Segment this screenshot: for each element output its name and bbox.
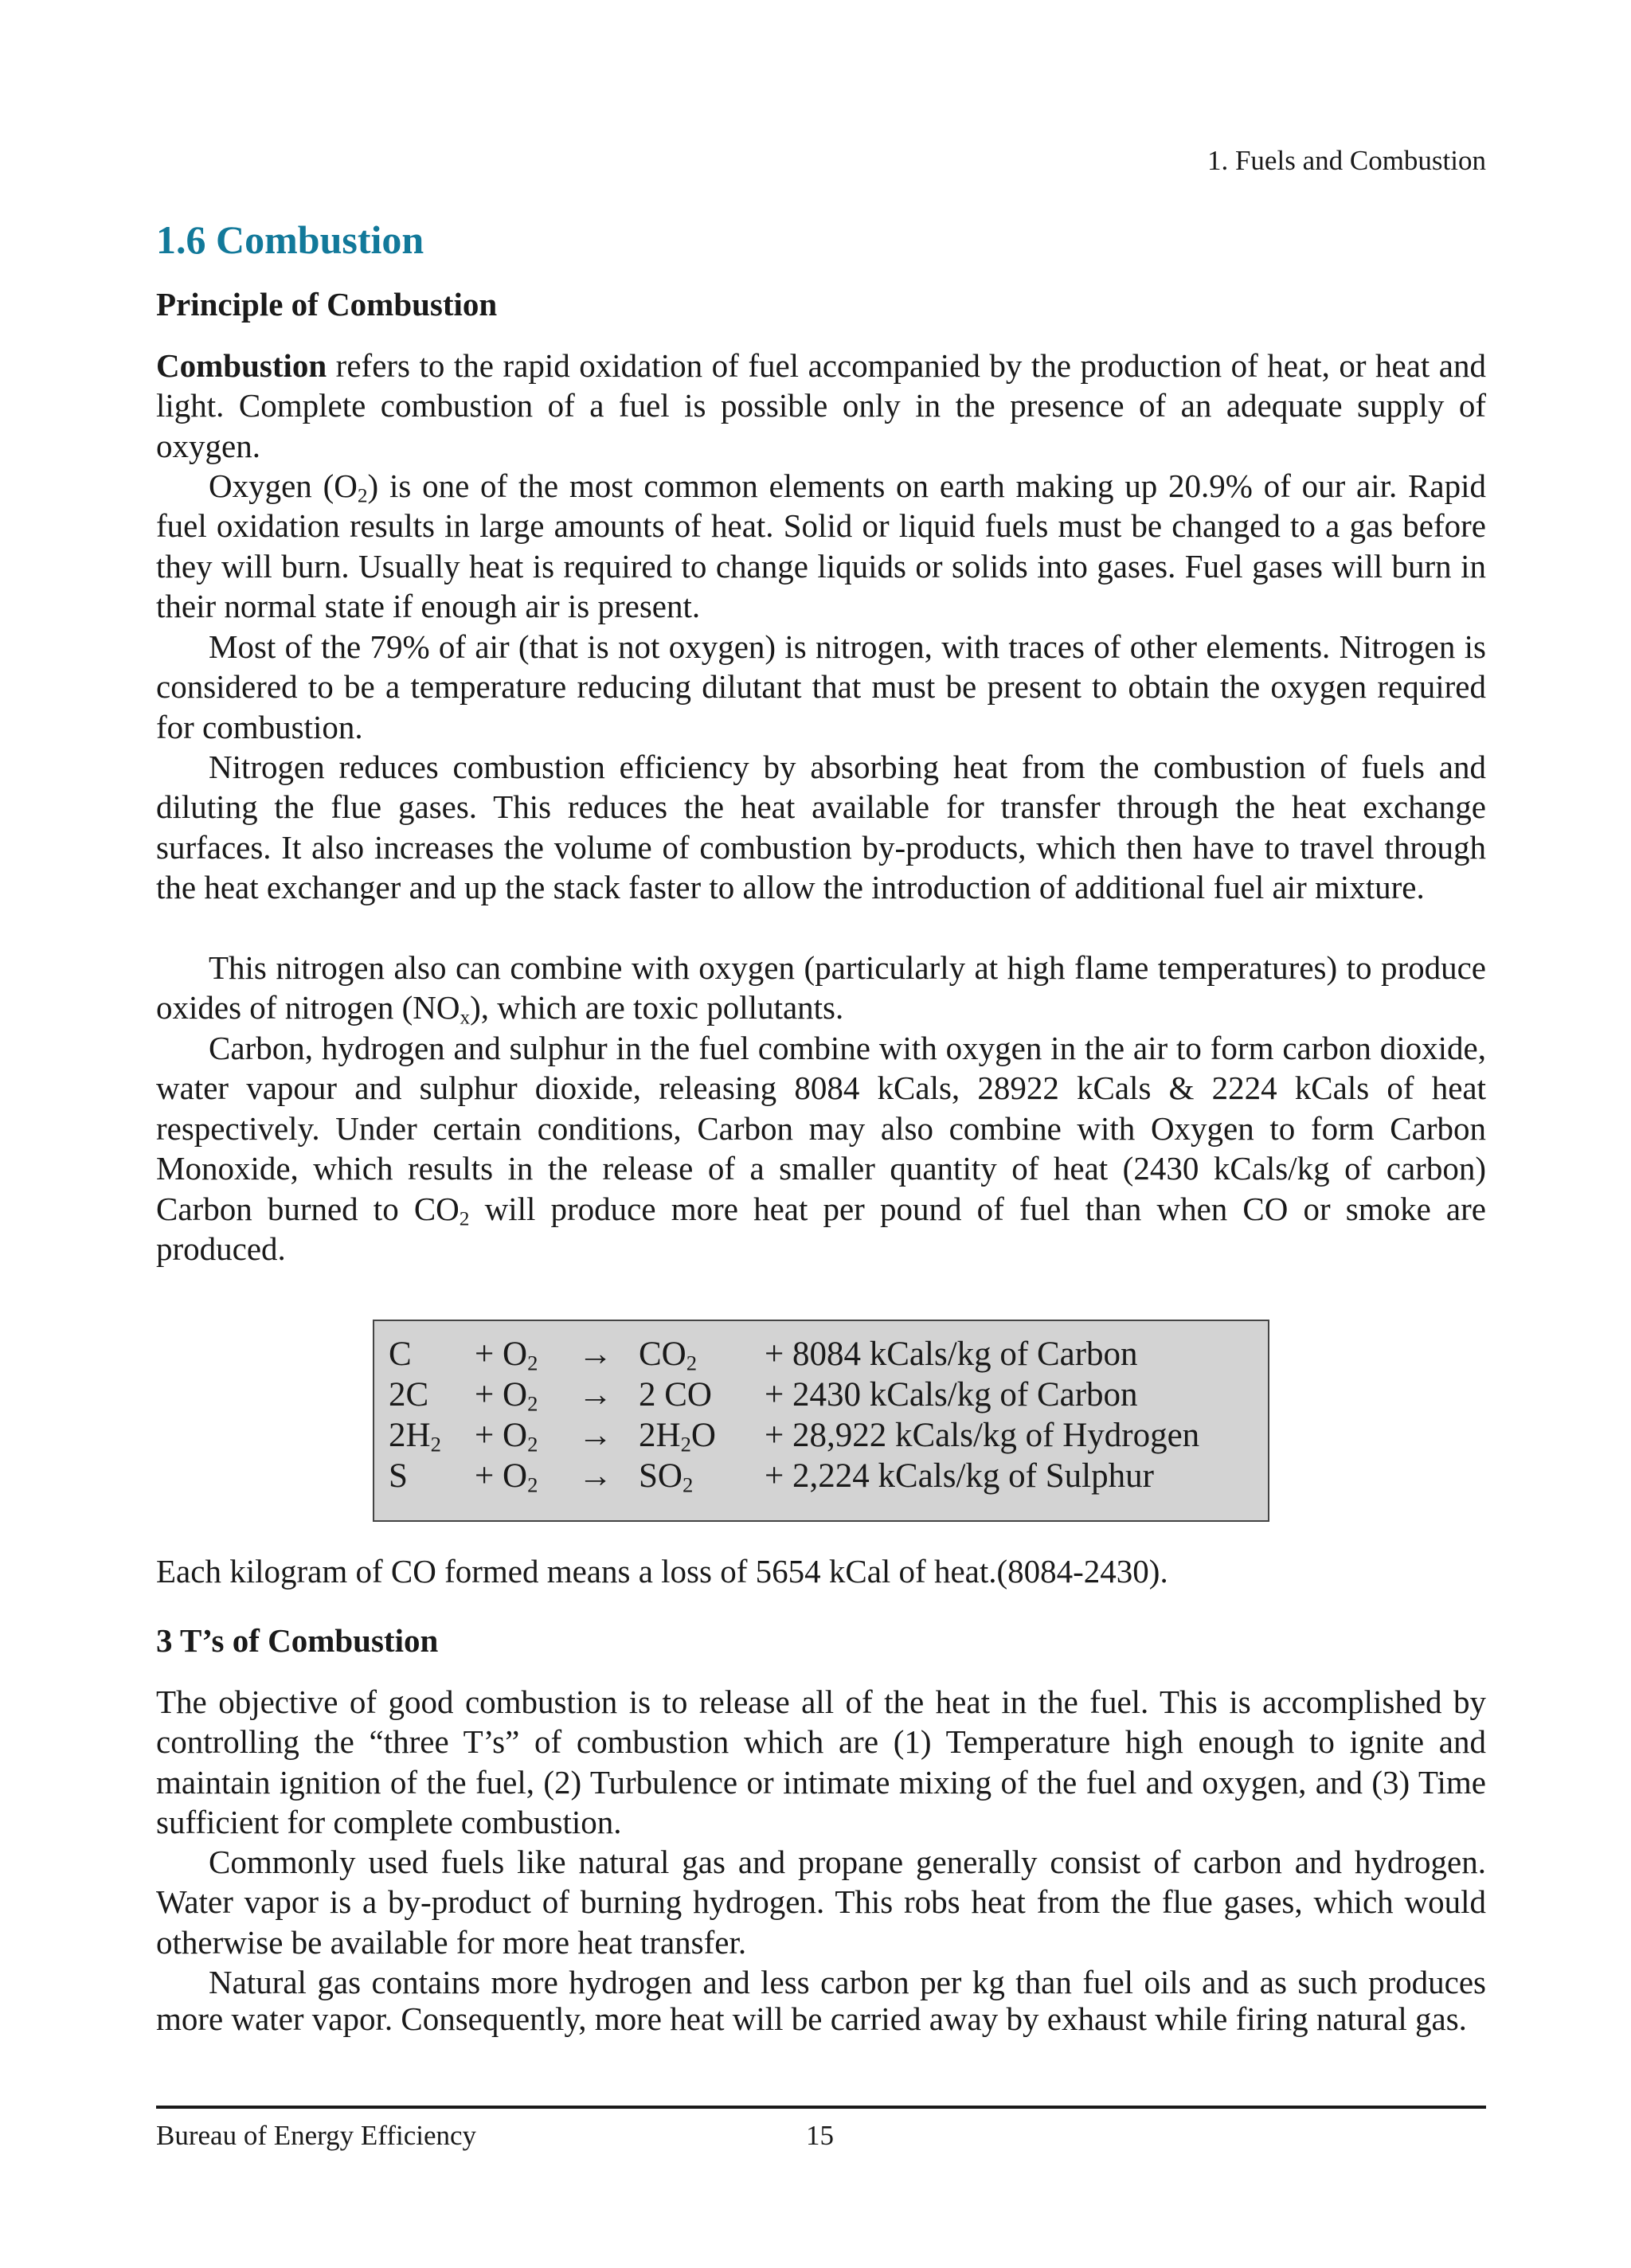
principle-paragraph-1: Combustion refers to the rapid oxidation of fuel accompanied by the production of heat, or heat and light. Complete combustion of a fuel is possible only in the presence of an adequate supply of oxygen. xyxy=(156,347,1486,464)
reaction-row: C + $O_2$ → $CO_2$ + 8084 kCals/kg of Carbon xyxy=(389,1335,1138,1375)
arrow-symbol: → xyxy=(578,1376,612,1414)
three-ts-paragraph-3: Natural gas contains more hydrogen and less carbon per kg than fuel oils and as such produces more water vapor. Consequently, more heat will be carried away by exhaust while firing natural gas. xyxy=(156,1964,1486,2037)
three-ts-heading: 3 T’s of Combustion xyxy=(156,1622,439,1659)
principle-paragraph-6: Carbon, hydrogen and sulphur in the fuel combine with oxygen in the air to form carbon dioxide, water vapour and sulphur dioxide, releasing 8084 kCals, 28922 kCals & 2224 kCals of heat respectively. Under certain conditions, Carbon may also combine with Oxygen to form Carbon Monoxide, which results in the release of a smaller quantity of heat (2430 kCals/kg of carbon) Carbon burned to $CO_2$ will produce more heat per pound of fuel than when CO or smoke are produced. xyxy=(156,1030,1486,1268)
principle-paragraph-2: Oxygen $(O_2)$ is one of the most common elements on earth making up 20.9% of our air. Rapid fuel oxidation results in large amounts of heat. Solid or liquid fuels must be changed to a gas before they will burn. Usually heat is required to change liquids or solids into gases. Fuel gases will burn in their normal state if enough air is present. xyxy=(156,467,1486,625)
arrow-symbol: → xyxy=(578,1457,612,1495)
principle-paragraph-4: Nitrogen reduces combustion efficiency by absorbing heat from the combustion of fuels and diluting the flue gases. This reduces the heat available for transfer through the heat exchange surfaces. It also increases the volume of combustion by-products, which then have to travel through the heat exchanger and up the stack faster to allow the introduction of additional fuel air mixture. xyxy=(156,749,1486,906)
footer-publisher: Bureau of Energy Efficiency xyxy=(156,2120,477,2151)
section-title: 1.6 Combustion xyxy=(156,217,424,262)
reaction-row: S + $O_2$ → $SO_2$ + 2,224 kCals/kg of Sulphur xyxy=(389,1457,1154,1497)
reaction-equations-box xyxy=(373,1320,1269,1522)
three-ts-paragraph-1: The objective of good combustion is to release all of the heat in the fuel. This is accomplished by controlling the “three T’s” of combustion which are (1) Temperature high enough to ignite and maintain ignition of the fuel, (2) Turbulence or intimate mixing of the fuel and oxygen, and (3) Time sufficient for complete combustion. xyxy=(156,1683,1486,1841)
principle-paragraph-3: Most of the 79% of air (that is not oxygen) is nitrogen, with traces of other elements. Nitrogen is considered to be a temperature reducing dilutant that must be present to obtain the oxygen required for combustion. xyxy=(156,628,1486,745)
reaction-row: $2H_2$ + $O_2$ → $2H_2O$ + 28,922 kCals/kg of Hydrogen xyxy=(389,1417,1200,1457)
footer-divider xyxy=(156,2106,1486,2109)
reaction-row: 2C + $O_2$ → 2 CO + 2430 kCals/kg of Carbon xyxy=(389,1376,1138,1416)
principle-heading: Principle of Combustion xyxy=(156,286,498,323)
arrow-symbol: → xyxy=(578,1417,612,1454)
combustion-term: Combustion xyxy=(156,347,327,384)
arrow-symbol: → xyxy=(578,1335,612,1373)
three-ts-paragraph-2: Commonly used fuels like natural gas and propane generally consist of carbon and hydrogen. Water vapor is a by-product of burning hydrogen. This robs heat from the flue gases, which would otherwise be available for more heat transfer. xyxy=(156,1844,1486,1961)
page-number: 15 xyxy=(806,2120,834,2151)
co-loss-statement: Each kilogram of CO formed means a loss of 5654 kCal of heat.(8084-2430). xyxy=(156,1553,1168,1590)
principle-paragraph-5: This nitrogen also can combine with oxygen (particularly at high flame temperatures) to produce oxides of nitrogen $(NO_x)$, which are toxic pollutants. xyxy=(156,949,1486,1029)
running-header: 1. Fuels and Combustion xyxy=(1207,145,1486,176)
